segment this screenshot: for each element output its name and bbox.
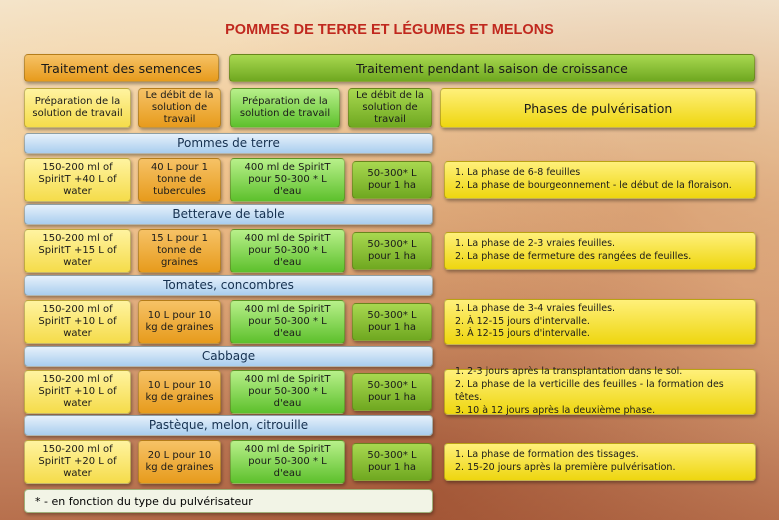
seed-prep-cell: 150-200 ml of SpiritT +15 L of water (24, 229, 131, 273)
season-flow-header: Le débit de la solution de travail (348, 88, 432, 128)
season-prep-cell: 400 ml de SpiritT pour 50-300 * L d'eau (230, 370, 345, 414)
season-prep-header: Préparation de la solution de travail (230, 88, 340, 128)
page-title: POMMES DE TERRE ET LÉGUMES ET MELONS (225, 22, 554, 38)
phases-cell (444, 299, 756, 345)
seed-prep-header: Préparation de la solution de travail (24, 88, 131, 128)
season-prep-cell: 400 ml de SpiritT pour 50-300 * L d'eau (230, 229, 345, 273)
season-flow-cell: 50-300* L pour 1 ha (352, 303, 432, 341)
season-flow-cell: 50-300* L pour 1 ha (352, 443, 432, 481)
phase-item: 2. La phase de la verticille des feuilles - la formation des têtes. (455, 379, 724, 403)
season-prep-cell: 400 ml de SpiritT pour 50-300 * L d'eau (230, 300, 345, 344)
phases-cell (444, 232, 756, 270)
phases-cell (444, 443, 756, 481)
season-flow-cell: 50-300* L pour 1 ha (352, 232, 432, 270)
phase-item: 2. À 12-15 jours d'intervalle. (455, 315, 590, 327)
phase-item: 1. La phase de formation des tissages. (455, 449, 639, 461)
phase-item: 1. 2-3 jours après la transplantation dans le sol. (455, 366, 683, 378)
seed-prep-cell: 150-200 ml of SpiritT +20 L of water (24, 440, 131, 484)
phases-cell (444, 161, 756, 199)
phases-header: Phases de pulvérisation (440, 88, 756, 128)
season-prep-cell: 400 ml de SpiritT pour 50-300 * L d'eau (230, 158, 345, 202)
phase-item: 2. La phase de bourgeonnement - le début de la floraison. (455, 180, 732, 191)
season-treatment-header: Traitement pendant la saison de croissance (229, 54, 755, 82)
seed-flow-cell: 10 L pour 10 kg de graines (138, 300, 221, 344)
seed-treatment-header: Traitement des semences (24, 54, 219, 82)
seed-flow-header: Le débit de la solution de travail (138, 88, 221, 128)
seed-prep-cell: 150-200 ml of SpiritT +10 L of water (24, 300, 131, 344)
season-prep-cell: 400 ml de SpiritT pour 50-300 * L d'eau (230, 440, 345, 484)
seed-flow-cell: 10 L pour 10 kg de graines (138, 370, 221, 414)
seed-flow-cell: 15 L pour 1 tonne de graines (138, 229, 221, 273)
phase-item: 2. 15-20 jours après la première pulvérisation. (455, 462, 676, 473)
crop-title-tomatoes: Tomates, concombres (24, 275, 433, 296)
phase-item: 1. La phase de 6-8 feuilles (455, 167, 581, 179)
crop-title-potatoes: Pommes de terre (24, 133, 433, 154)
crop-title-cabbage: Cabbage (24, 346, 433, 367)
seed-flow-cell: 40 L pour 1 tonne de tubercules (138, 158, 221, 202)
footnote: * - en fonction du type du pulvérisateur (24, 489, 433, 513)
seed-flow-cell: 20 L pour 10 kg de graines (138, 440, 221, 484)
phase-item: 3. À 12-15 jours d'intervalle. (455, 328, 590, 340)
season-flow-cell: 50-300* L pour 1 ha (352, 373, 432, 411)
crop-title-beetroot: Betterave de table (24, 204, 433, 225)
phase-item: 1. La phase de 2-3 vraies feuilles. (455, 238, 616, 250)
seed-prep-cell: 150-200 ml of SpiritT +40 L of water (24, 158, 131, 202)
phases-cell (444, 366, 756, 416)
crop-title-melons: Pastèque, melon, citrouille (24, 415, 433, 436)
phase-item: 1. La phase de 3-4 vraies feuilles. (455, 302, 616, 314)
season-flow-cell: 50-300* L pour 1 ha (352, 161, 432, 199)
phase-item: 2. La phase de fermeture des rangées de feuilles. (455, 251, 692, 262)
phase-item: 3. 10 à 12 jours après la deuxième phase. (455, 404, 656, 416)
seed-prep-cell: 150-200 ml of SpiritT +10 L of water (24, 370, 131, 414)
